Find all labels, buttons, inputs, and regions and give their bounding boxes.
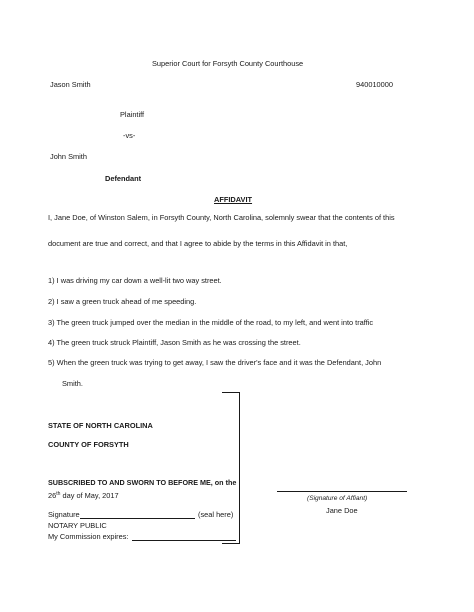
affiant-signature-caption: (Signature of Affiant) bbox=[307, 495, 368, 502]
statement-4: 4) The green truck struck Plaintiff, Jason Smith as he was crossing the street. bbox=[48, 338, 301, 347]
jurat-line-2 bbox=[48, 492, 119, 499]
notary-signature-line[interactable] bbox=[80, 518, 195, 519]
document-title: AFFIDAVIT bbox=[214, 195, 253, 204]
case-number: 940010000 bbox=[356, 80, 393, 89]
notary-public-label: NOTARY PUBLIC bbox=[48, 521, 107, 530]
versus-label: -vs- bbox=[123, 131, 136, 140]
statement-2: 2) I saw a green truck ahead of me speeding. bbox=[48, 297, 197, 306]
intro-line-1: I, Jane Doe, of Winston Salem, in Forsyth County, North Carolina, solemnly swear that the contents of this bbox=[48, 213, 395, 222]
intro-line-2: document are true and correct, and that I agree to abide by the terms in this Affidavit in that, bbox=[48, 239, 348, 248]
signature-label: Signature bbox=[48, 510, 80, 519]
jurat-day-suffix: th bbox=[56, 491, 61, 497]
venue-county: COUNTY OF FORSYTH bbox=[48, 440, 129, 449]
commission-expires-label: My Commission expires: bbox=[48, 532, 129, 541]
bracket-bottom bbox=[222, 543, 240, 544]
defendant-name: John Smith bbox=[50, 152, 87, 161]
plaintiff-label: Plaintiff bbox=[120, 110, 145, 119]
seal-placeholder: (seal here) bbox=[198, 510, 234, 519]
statement-5: 5) When the green truck was trying to get away, I saw the driver's face and it was the Defendant, John bbox=[48, 358, 382, 367]
affiant-name: Jane Doe bbox=[326, 506, 358, 515]
bracket-vertical bbox=[239, 392, 240, 544]
statement-1: 1) I was driving my car down a well-lit two way street. bbox=[48, 276, 222, 285]
jurat-date: day of May, 2017 bbox=[62, 491, 119, 500]
jurat-line-1: SUBSCRIBED TO AND SWORN TO BEFORE ME, on the bbox=[48, 478, 237, 487]
statement-5-continuation: Smith. bbox=[62, 379, 83, 388]
court-heading: Superior Court for Forsyth County Courthouse bbox=[152, 59, 304, 68]
commission-expires-line[interactable] bbox=[132, 540, 236, 541]
statement-3: 3) The green truck jumped over the median in the middle of the road, to my left, and went into traffic bbox=[48, 318, 374, 327]
venue-state: STATE OF NORTH CAROLINA bbox=[48, 421, 153, 430]
plaintiff-name: Jason Smith bbox=[50, 80, 91, 89]
bracket-top bbox=[222, 392, 240, 393]
defendant-label: Defendant bbox=[105, 174, 142, 183]
jurat-day: 26 bbox=[48, 491, 57, 500]
affiant-signature-line[interactable] bbox=[277, 491, 407, 492]
